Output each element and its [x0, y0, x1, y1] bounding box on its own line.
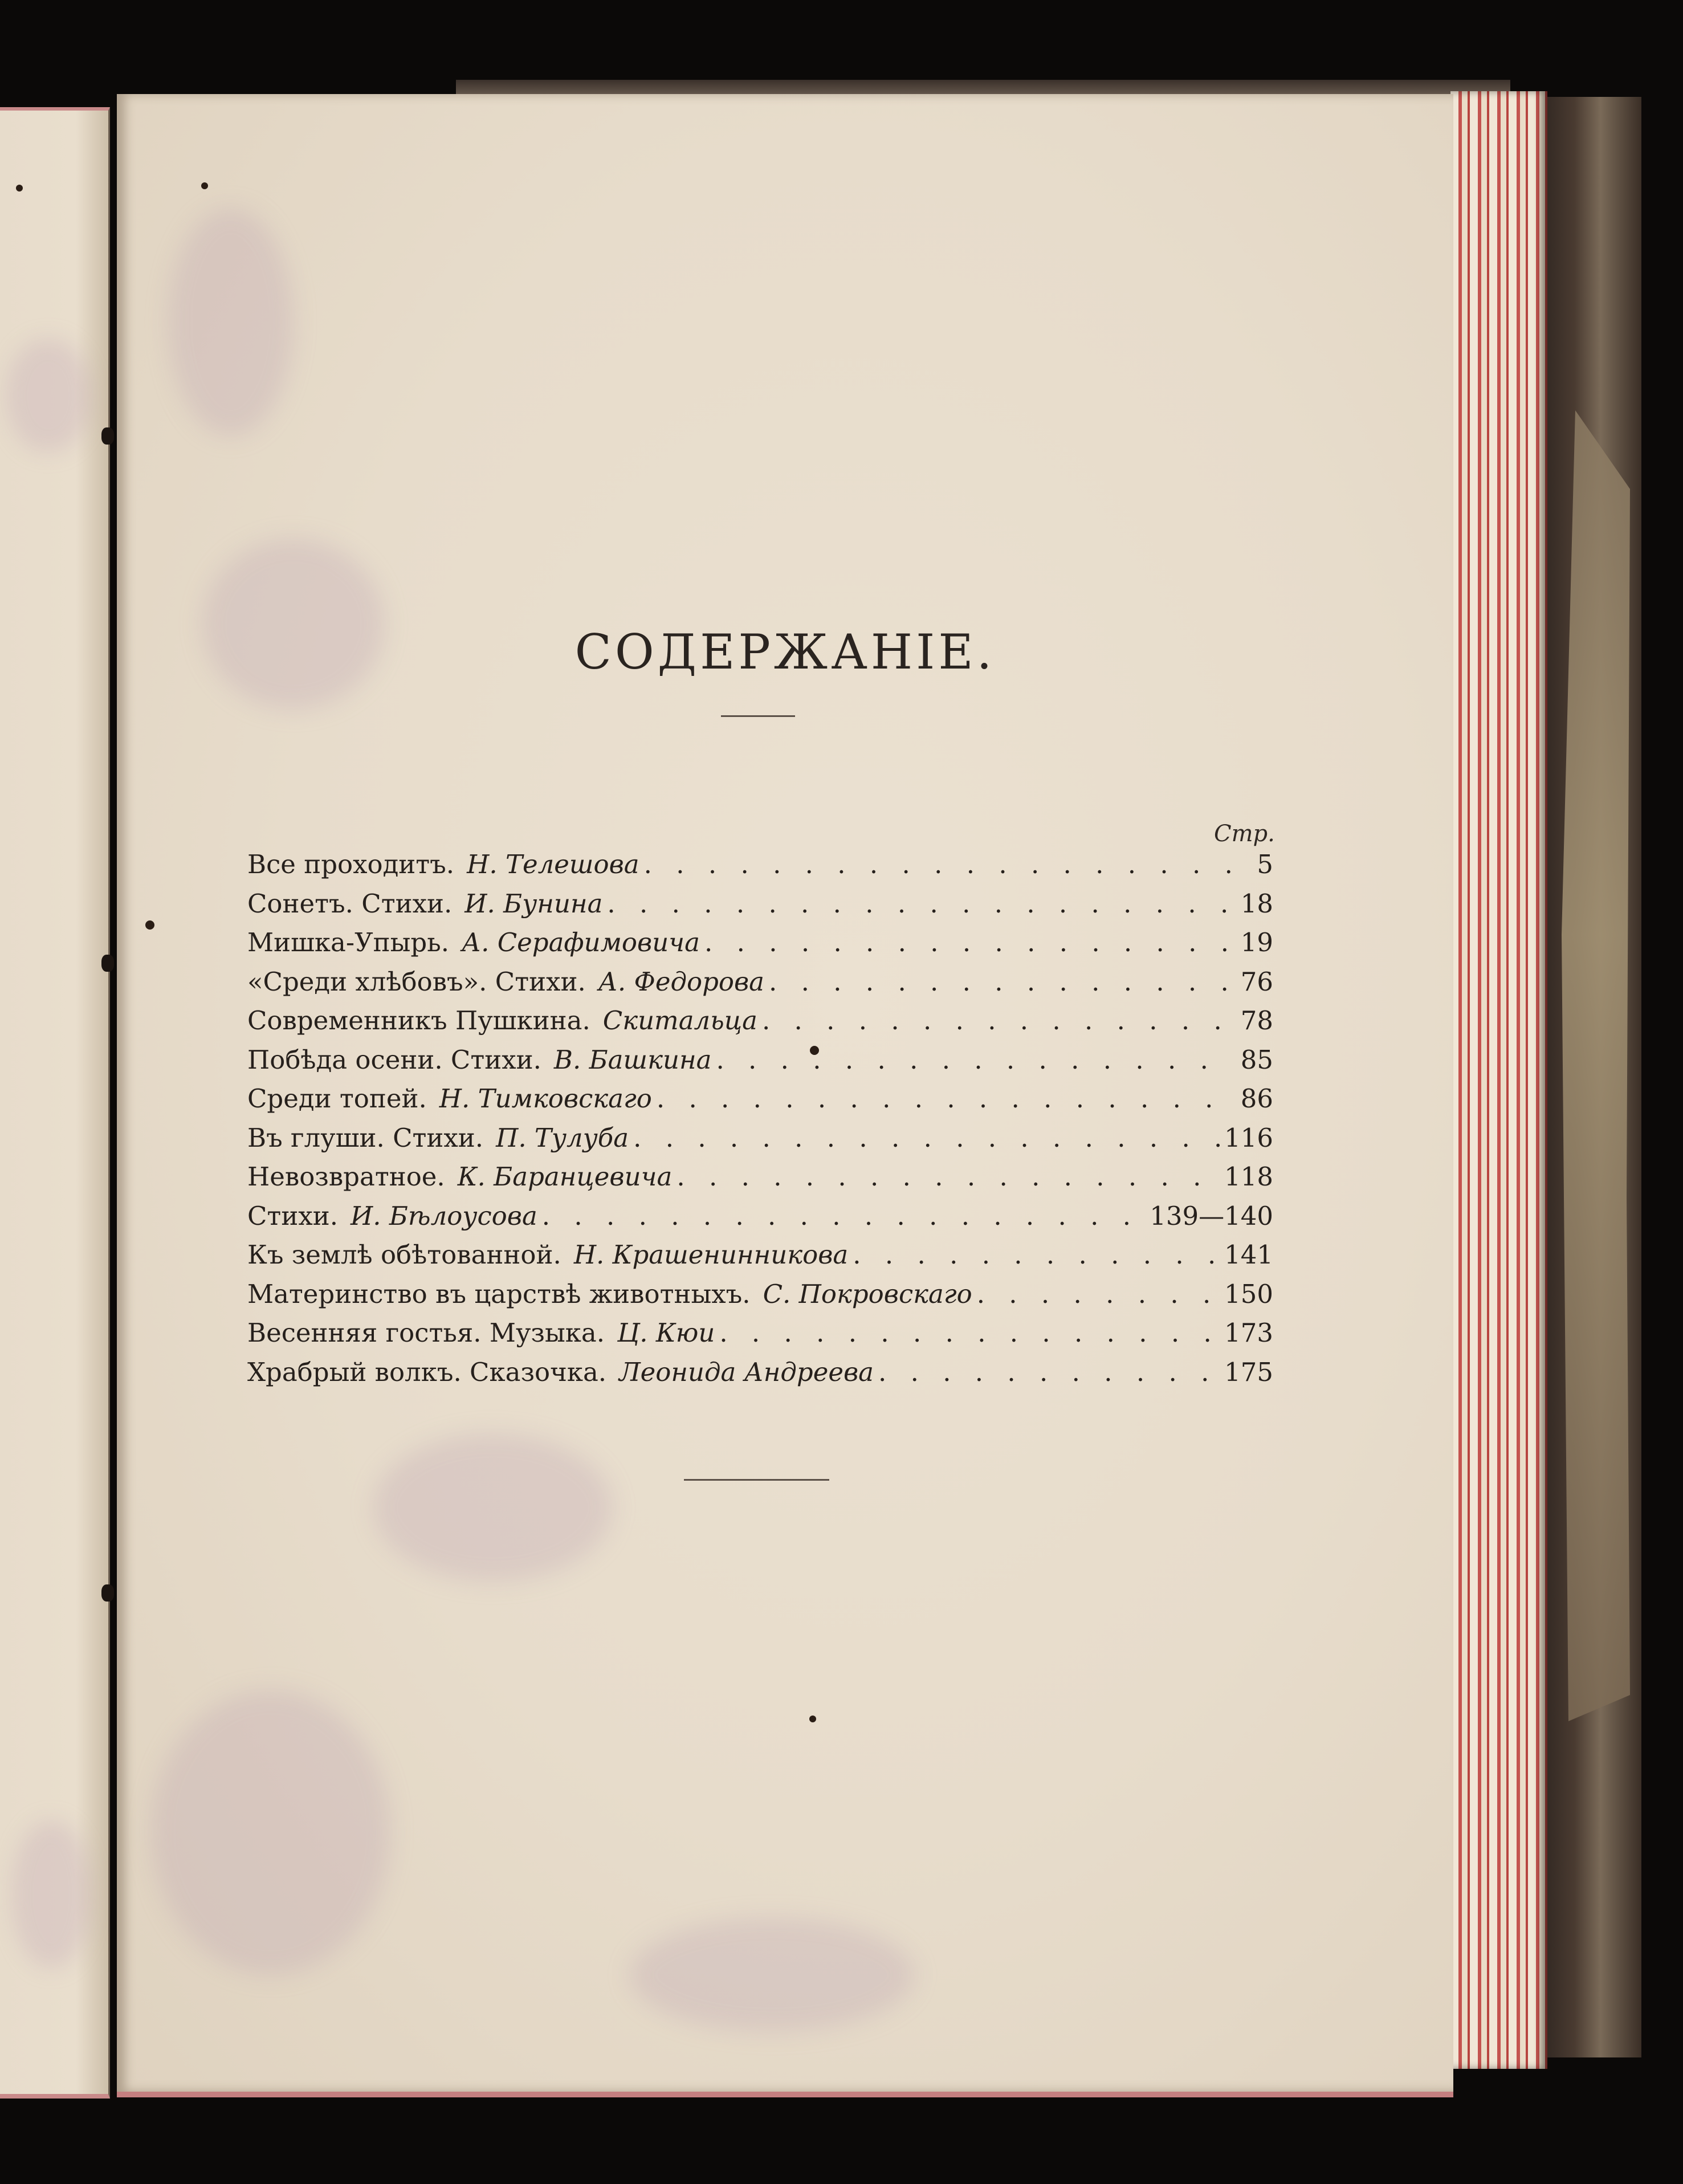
- toc-entry-title: Среди топей.: [247, 1083, 427, 1114]
- toc-entry: [247, 849, 1273, 889]
- toc-entry-page: 175: [1224, 1356, 1273, 1387]
- contents-page: [117, 94, 1453, 2097]
- toc-entry-page: 76: [1240, 966, 1273, 997]
- toc-entry: [247, 967, 1273, 1006]
- toc-entry-author: Н. Крашенинникова: [573, 1240, 849, 1270]
- toc-entry-title: Современникъ Пушкина.: [247, 1005, 590, 1036]
- end-rule: [684, 1479, 829, 1481]
- toc-entry-page: 141: [1224, 1240, 1273, 1270]
- toc-leader-dots: [977, 1279, 1220, 1309]
- toc-entry: [247, 1240, 1273, 1279]
- toc-entry-author: В. Башкина: [553, 1044, 712, 1075]
- toc-entry-author: Н. Тимковскаго: [439, 1083, 652, 1114]
- toc-leader-dots: [607, 889, 1234, 919]
- toc-entry-title: Все проходитъ.: [247, 849, 455, 879]
- toc-entry-title: Мишка-Упырь.: [247, 927, 450, 957]
- toc-entry-author: Леонида Андреева: [619, 1356, 874, 1387]
- page-stain: [373, 1433, 613, 1582]
- toc-entry-author: Ц. Кюи: [617, 1318, 715, 1348]
- toc-entry-author: С. Покровскаго: [763, 1278, 972, 1309]
- toc-leader-dots: [719, 1318, 1220, 1348]
- toc-leader-dots: [762, 1005, 1234, 1036]
- table-of-contents: [247, 849, 1273, 1396]
- toc-entry-author: А. Серафимовича: [462, 927, 700, 957]
- toc-leader-dots: [657, 1083, 1234, 1114]
- left-page-speck: [16, 185, 23, 191]
- toc-entry-page: 118: [1224, 1162, 1273, 1192]
- ink-speck: [809, 1716, 816, 1722]
- toc-entry-page: 116: [1224, 1122, 1273, 1153]
- left-page: [0, 107, 110, 2099]
- toc-entry: [247, 1123, 1273, 1162]
- toc-entry-author: Н. Телешова: [467, 849, 639, 879]
- toc-entry: [247, 927, 1273, 967]
- toc-leader-dots: [677, 1162, 1220, 1192]
- toc-entry-author: А. Федорова: [598, 966, 765, 997]
- toc-entry-page: 139—140: [1150, 1200, 1273, 1231]
- binding-thread-mark: [101, 427, 114, 445]
- toc-entry: [247, 1201, 1273, 1240]
- title-rule: [721, 715, 795, 717]
- toc-entry: [247, 1357, 1273, 1396]
- toc-leader-dots: [878, 1357, 1220, 1387]
- ink-speck: [201, 182, 208, 189]
- toc-entry-title: Къ землѣ обѣтованной.: [247, 1240, 561, 1270]
- toc-leader-dots: [769, 967, 1234, 997]
- toc-entry-author: Скитальца: [602, 1005, 757, 1036]
- toc-entry: [247, 889, 1273, 928]
- page-stain: [151, 1690, 390, 1975]
- toc-entry-title: Сонетъ. Стихи.: [247, 888, 453, 919]
- left-page-stain: [6, 339, 91, 453]
- toc-leader-dots: [644, 849, 1234, 879]
- toc-entry-page: 85: [1240, 1044, 1273, 1075]
- toc-entry: [247, 1318, 1273, 1357]
- toc-entry-page: 78: [1240, 1005, 1273, 1036]
- toc-entry-page: 5: [1257, 849, 1273, 879]
- toc-entry-title: Въ глуши. Стихи.: [247, 1122, 484, 1153]
- toc-entry-author: К. Баранцевича: [457, 1162, 673, 1192]
- toc-entry-title: Храбрый волкъ. Сказочка.: [247, 1356, 607, 1387]
- page-stain: [630, 1918, 915, 2032]
- toc-entry-author: И. Бунина: [464, 888, 603, 919]
- page-title: СОДЕРЖАНІЕ.: [574, 624, 996, 680]
- toc-entry-title: «Среди хлѣбовъ». Стихи.: [247, 966, 586, 997]
- toc-entry-page: 86: [1240, 1083, 1273, 1114]
- left-page-stain: [11, 1820, 91, 1969]
- toc-entry-author: П. Тулуба: [496, 1122, 629, 1153]
- binding-thread-mark: [101, 1584, 114, 1602]
- toc-entry: [247, 1045, 1273, 1084]
- toc-entry-page: 150: [1224, 1278, 1273, 1309]
- toc-leader-dots: [853, 1240, 1220, 1270]
- page-column-label: Стр.: [1214, 821, 1275, 847]
- page-fore-edge: [1450, 91, 1547, 2069]
- toc-entry-page: 173: [1224, 1318, 1273, 1348]
- toc-entry: [247, 1279, 1273, 1318]
- toc-entry-title: Невозвратное.: [247, 1162, 445, 1192]
- toc-entry: [247, 1083, 1273, 1123]
- toc-entry-author: И. Бѣлоусова: [351, 1200, 537, 1231]
- binding-thread-mark: [101, 955, 114, 972]
- toc-entry-title: Материнство въ царствѣ животныхъ.: [247, 1278, 751, 1309]
- toc-entry: [247, 1005, 1273, 1045]
- toc-entry-page: 19: [1240, 927, 1273, 957]
- cover-worn-patch: [1562, 410, 1630, 1721]
- toc-leader-dots: [542, 1201, 1145, 1231]
- toc-leader-dots: [704, 927, 1234, 957]
- toc-leader-dots: [633, 1123, 1220, 1153]
- toc-entry-title: Побѣда осени. Стихи.: [247, 1044, 541, 1075]
- toc-entry: [247, 1162, 1273, 1201]
- toc-entry-title: Весенняя гостья. Музыка.: [247, 1318, 605, 1348]
- ink-speck: [145, 920, 154, 930]
- toc-leader-dots: [716, 1045, 1234, 1075]
- toc-entry-page: 18: [1240, 888, 1273, 919]
- toc-entry-title: Стихи.: [247, 1200, 338, 1231]
- page-stain: [168, 208, 294, 436]
